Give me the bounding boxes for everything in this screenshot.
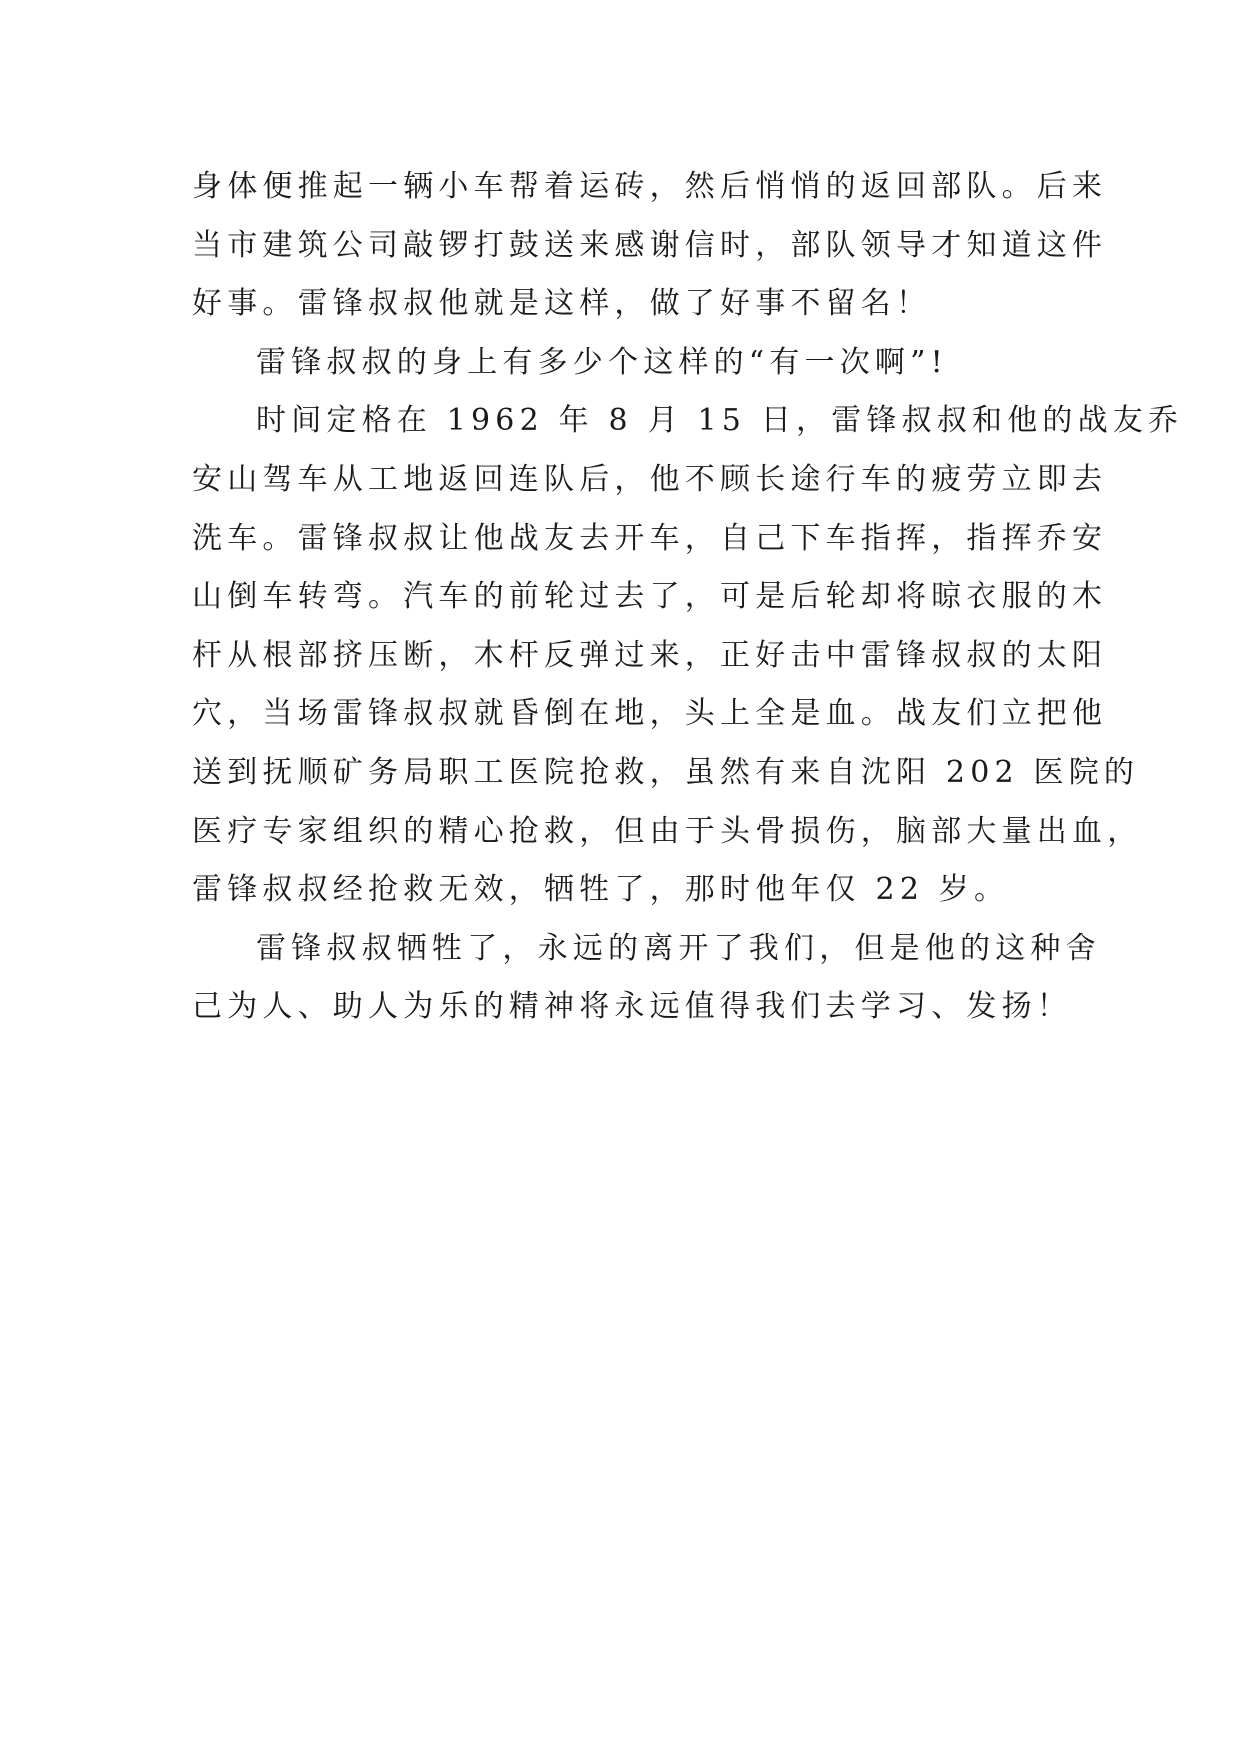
text-line: 安山驾车从工地返回连队后，他不顾长途行车的疲劳立即去 (192, 461, 1108, 497)
text-line: 送到抚顺矿务局职工医院抢救，虽然有来自沈阳 202 医院的 (192, 754, 1140, 790)
text-line: 好事。雷锋叔叔他就是这样，做了好事不留名！ (192, 286, 932, 322)
text-line: 穴，当场雷锋叔叔就昏倒在地，头上全是血。战友们立把他 (192, 696, 1108, 732)
text-line: 医疗专家组织的精心抢救，但由于头骨损伤，脑部大量出血， (192, 813, 1143, 849)
body-text (192, 158, 1184, 1037)
text-line: 时间定格在 1962 年 8 月 15 日，雷锋叔叔和他的战友乔 (256, 403, 1184, 439)
text-line: 雷锋叔叔牺牲了，永远的离开了我们，但是他的这种舍 (256, 930, 1101, 966)
text-line: 山倒车转弯。汽车的前轮过去了，可是后轮却将晾衣服的木 (192, 579, 1108, 615)
text-line: 己为人、助人为乐的精神将永远值得我们去学习、发扬！ (192, 989, 1072, 1025)
text-line: 洗车。雷锋叔叔让他战友去开车，自己下车指挥，指挥乔安 (192, 520, 1108, 556)
text-line: 杆从根部挤压断，木杆反弹过来，正好击中雷锋叔叔的太阳 (192, 637, 1108, 673)
text-line: 身体便推起一辆小车帮着运砖，然后悄悄的返回部队。后来 (192, 169, 1108, 204)
text-line: 雷锋叔叔的身上有多少个这样的“有一次啊”! (256, 344, 948, 380)
text-line: 雷锋叔叔经抢救无效，牺牲了，那时他年仅 22 岁。 (192, 872, 1010, 908)
text-line: 当市建筑公司敲锣打鼓送来感谢信时，部队领导才知道这件 (192, 227, 1108, 263)
